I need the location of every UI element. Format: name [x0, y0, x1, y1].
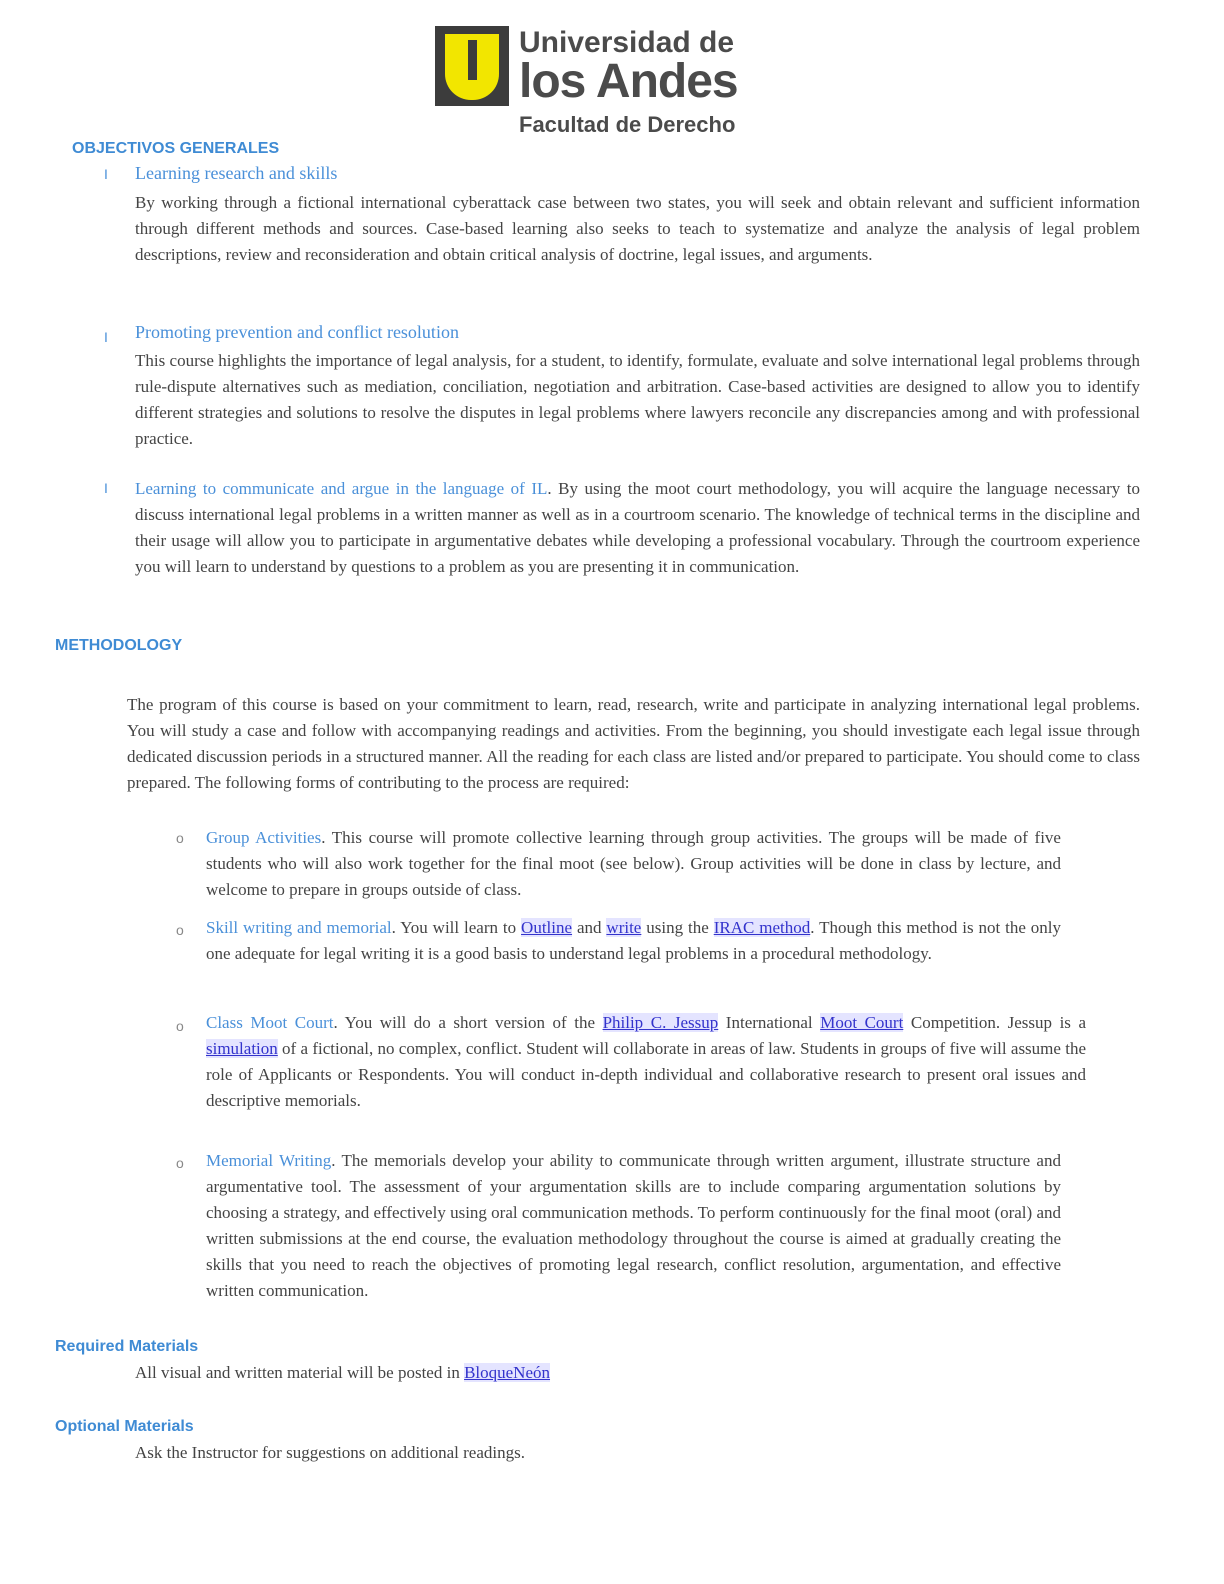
methodology-intro: The program of this course is based on your commitment to learn, read, research, write and participate in analyzing international legal problems. You will study a case and follow with accompanying readings and activities. From the beginning, you should investigate each legal issue through dedicated discussion periods in a structured manner. All the reading for each class are listed and/or prepared to participate. You should come to class prepared. The following forms of contributing to the process are required:	[127, 695, 1140, 792]
jessup-link[interactable]: Philip C. Jessup	[602, 1013, 719, 1032]
bloqueneon-link[interactable]: BloqueNeón	[464, 1363, 551, 1382]
required-materials-text: All visual and written material will be posted in BloqueNeón	[135, 1363, 551, 1382]
bullet: I	[104, 480, 108, 496]
objective-text: This course highlights the importance of legal analysis, for a student, to identify, formulate, evaluate and solve international legal problems through rule-dispute alternatives such as mediation, conciliation, negotiation and arbitration. Case-based activities are designed to allow you to identify different strategies and solutions to resolve the disputes in legal problems where lawyers reconcile any discrepancies among and with professional practice.	[135, 351, 1140, 448]
optional-materials-text: Ask the Instructor for suggestions on additional readings.	[135, 1443, 525, 1462]
objective-text: Learning to communicate and argue in the language of IL. By using the moot court methodology, you will acquire the language necessary to discuss international legal problems in a written manner as well as in a courtroom scenario. The knowledge of technical terms in the discipline and their usage will allow you to participate in argumentative debates while developing a professional vocabulary. Through the courtroom experience you will learn to understand by questions to a problem as you are presenting it in communication.	[135, 479, 1140, 576]
methodology-item: Group Activities. This course will promote collective learning through group activities. The groups will be made of five students who will also work together for the final moot (see below). Group activities will be done in class by lecture, and welcome to prepare in groups outside of class.	[206, 828, 1061, 899]
logo-line-2: los Andes	[519, 55, 738, 108]
moot-court-link[interactable]: Moot Court	[820, 1013, 904, 1032]
required-materials-heading: Required Materials	[55, 1338, 199, 1355]
logo-line-3: Facultad de Derecho	[519, 112, 736, 137]
objective-title: Promoting prevention and conflict resolution	[135, 322, 459, 342]
list-bullet: o	[176, 1155, 184, 1171]
list-bullet: o	[176, 830, 184, 846]
optional-materials-heading: Optional Materials	[55, 1418, 194, 1435]
list-bullet: o	[176, 922, 184, 938]
bullet: I	[104, 329, 108, 345]
methodology-item: Memorial Writing. The memorials develop your ability to communicate through written argument, illustrate structure and argumentative tool. The assessment of your argumentation skills are to include comparing argumentation solutions by choosing a strategy, and effectively using oral communication methods. To perform continuously for the final moot (oral) and written submissions at the end course, the evaluation methodology throughout the course is aimed at gradually creating the skills that you need to reach the objectives of promoting legal research, conflict resolution, argumentation, and effective written communication.	[206, 1151, 1061, 1300]
list-bullet: o	[176, 1018, 184, 1034]
methodology-item: Skill writing and memorial. You will learn to Outline and write using the IRAC method. Though this method is not the only one adequate for legal writing it is a good basis to understand legal problems in a procedural methodology.	[206, 918, 1062, 963]
write-link[interactable]: write	[606, 918, 642, 937]
logo-line-1: Universidad de	[519, 26, 735, 59]
bullet: I	[104, 166, 108, 182]
objective-title: Learning to communicate and argue in the language of IL	[135, 479, 548, 498]
simulation-link[interactable]: simulation	[206, 1039, 278, 1058]
objective-text: By working through a fictional international cyberattack case between two states, you will seek and obtain relevant and sufficient information through different methods and sources. Case-based learning also seeks to teach to systematize and analyze the analysis of legal problem descriptions, review and reconsideration and obtain critical analysis of doctrine, legal issues, and arguments.	[135, 193, 1140, 264]
shield-icon	[435, 26, 509, 106]
university-logo	[435, 24, 745, 136]
methodology-item: Class Moot Court. You will do a short version of the Philip C. Jessup International Moot Court Competition. Jessup is a simulation of a fictional, no complex, conflict. Student will collaborate in areas of law. Students in groups of five will assume the role of Applicants or Respondents. You will conduct in-depth individual and collaborative research to present oral issues and descriptive memorials.	[206, 1013, 1087, 1110]
objectives-heading: OBJECTIVOS GENERALES	[72, 140, 280, 157]
objective-title: Learning research and skills	[135, 163, 338, 183]
outline-link[interactable]: Outline	[521, 918, 573, 937]
methodology-heading: METHODOLOGY	[55, 637, 183, 654]
irac-method-link[interactable]: IRAC method	[713, 918, 811, 937]
